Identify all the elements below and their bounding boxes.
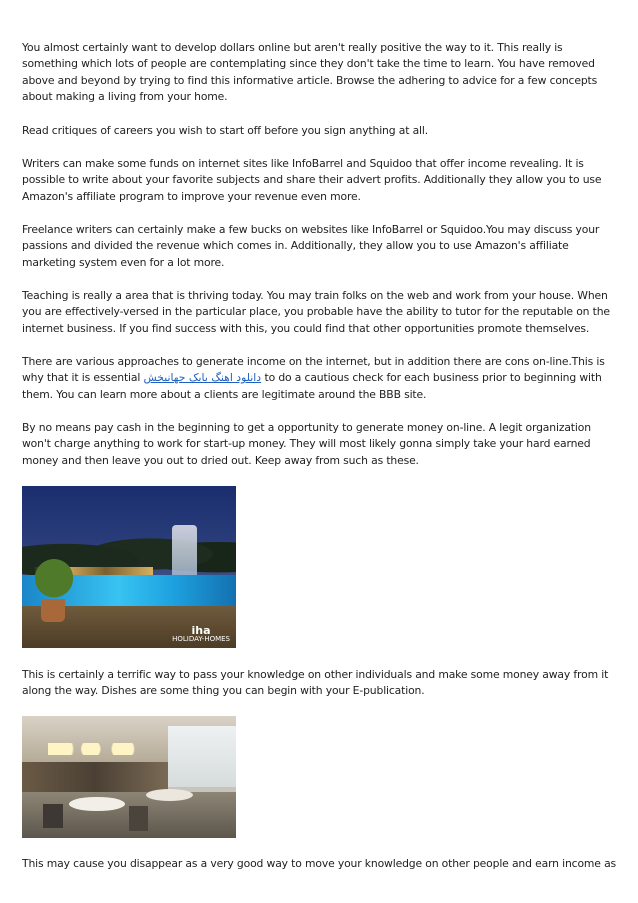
logo-text: HOLIDAY-HOMES	[172, 635, 230, 643]
paragraph-never-pay: By no means pay cash in the beginning to get a opportunity to generate money on-line. A legit organization won't charge anything to work for start-up money. They will most likely gonna simply take your hard earned money and then leave you out to dried out. Keep away from such as these.	[22, 421, 591, 467]
paragraph-approaches-before: There are various approaches to generate income on the internet, but in addition there are cons on-line.This is why that it is essential	[22, 355, 605, 385]
paragraph-teaching: Teaching is really a area that is thriving today. You may train folks on the web and work from your house. When you are effectively-versed in the particular place, you probable have the ability to tutor for the reputable on the internet business. If you find success with this, you could find that other opportunities promote themselves.	[22, 289, 610, 335]
paragraph-approaches-after: to do a cautious check for each business prior to beginning with them. You can learn more about a clients are legitimate around the BBB site.	[22, 371, 602, 401]
restaurant-photo	[22, 716, 236, 838]
paragraph-knowledge: This is certainly a terrific way to pass your knowledge on other individuals and make some money away from it along the way. Dishes are some thing you can begin with your E-publication.	[22, 668, 609, 698]
paragraph-writers: Writers can make some funds on internet sites like InfoBarrel and Squidoo that offer income revealing. It is possible to write about your favorite subjects and share their advert profits. Additionally they allow you to use Amazon's affiliate program to improve your revenue even more.	[22, 157, 602, 203]
watermark-logo	[172, 624, 230, 643]
logo-mark: iha	[191, 624, 211, 637]
inline-link[interactable]: دانلود اهنگ بابک جهانبخش	[143, 371, 262, 385]
paragraph-approaches	[22, 354, 618, 403]
paragraph-critiques: Read critiques of careers you wish to start off before you sign anything at all.	[22, 124, 429, 137]
paragraph-closing: This may cause you disappear as a very good way to move your knowledge on other people and earn income as	[22, 857, 617, 870]
pool-photo	[22, 486, 236, 648]
paragraph-intro: You almost certainly want to develop dollars online but aren't really positive the way to it. This really is something which lots of people are contemplating since they don't take the time to learn. You have removed above and beyond by trying to find this informative article. Browse the adhering to advice for a few concepts about making a living from your home.	[22, 41, 598, 103]
paragraph-freelance: Freelance writers can certainly make a few bucks on websites like InfoBarrel or Squidoo.You may discuss your passions and divided the revenue which comes in. Additionally, they allow you to use Amazon's affiliate marketing system even for a lot more.	[22, 223, 600, 269]
